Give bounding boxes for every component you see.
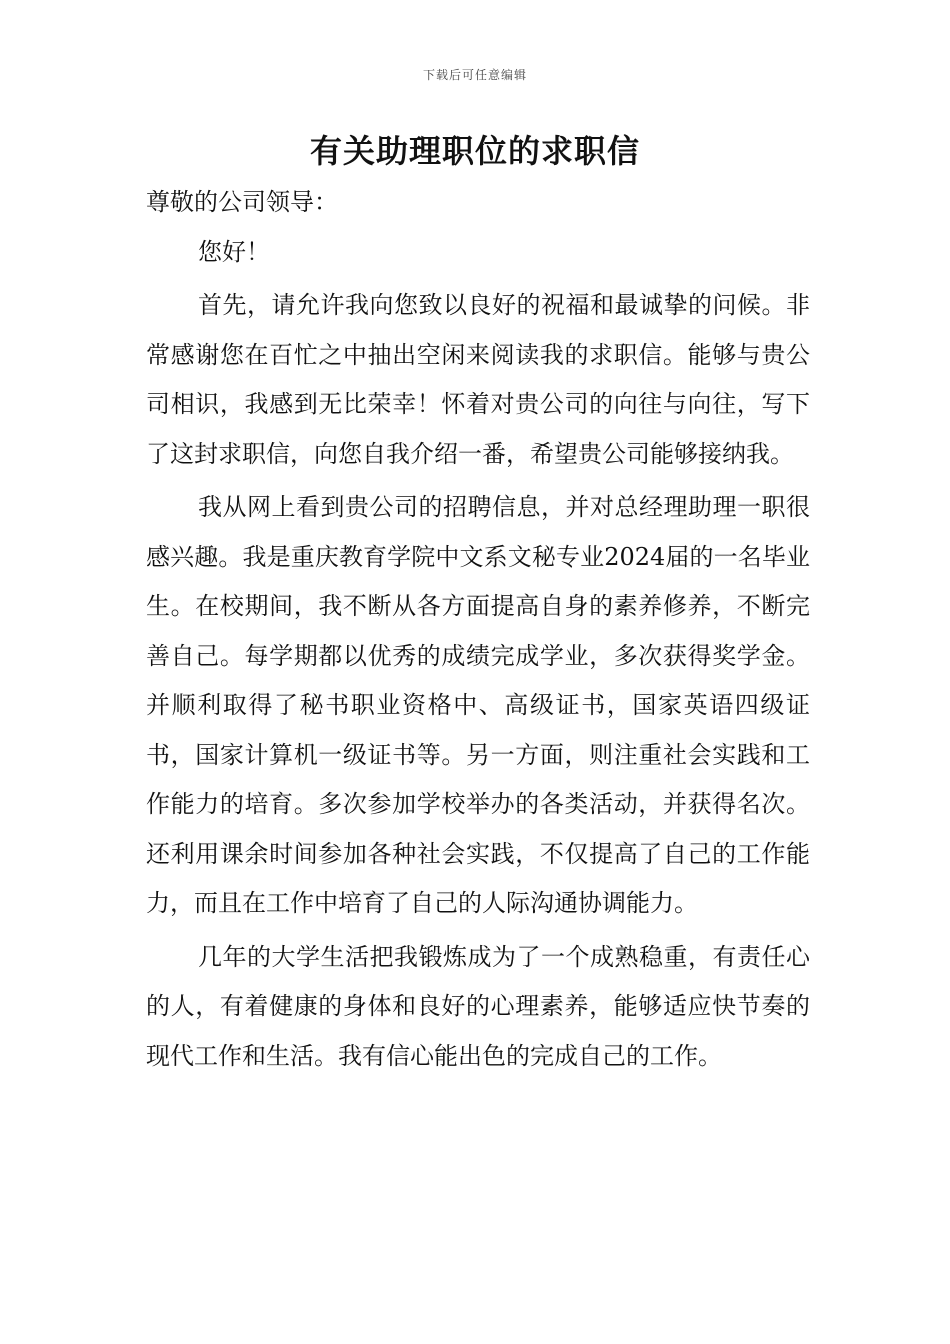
salutation: 尊敬的公司领导： [146, 188, 338, 216]
paragraph-summary: 几年的大学生活把我锻炼成为了一个成熟稳重，有责任心的人，有着健康的身体和良好的心理素养，能够适应快节奏的现代工作和生活。我有信心能出色的完成自己的工作。 [146, 942, 810, 1070]
greeting: 您好！ [198, 237, 270, 266]
paragraph-intro: 首先，请允许我向您致以良好的祝福和最诚挚的问候。非常感谢您在百忙之中抽出空闲来阅读我的求职信。能够与贵公司相识，我感到无比荣幸！怀着对贵公司的向往与向往，写下了这封求职信，向您自我介绍一番，希望贵公司能够接纳我。 [146, 291, 810, 468]
letter-body [146, 178, 810, 1081]
document-title: 有关助理职位的求职信 [309, 132, 640, 170]
header-note: 下载后可任意编辑 [422, 68, 527, 82]
paragraph-background: 我从网上看到贵公司的招聘信息，并对总经理助理一职很感兴趣。我是重庆教育学院中文系文秘专业2024届的一名毕业生。在校期间，我不断从各方面提高自身的素养修养，不断完善自己。每学期都以优秀的成绩完成学业，多次获得奖学金。并顺利取得了秘书职业资格中、高级证书，国家英语四级证书，国家计算机一级证书等。另一方面，则注重社会实践和工作能力的培育。多次参加学校举办的各类活动，并获得名次。还利用课余时间参加各种社会实践，不仅提高了自己的工作能力，而且在工作中培育了自己的人际沟通协调能力。 [146, 493, 810, 917]
